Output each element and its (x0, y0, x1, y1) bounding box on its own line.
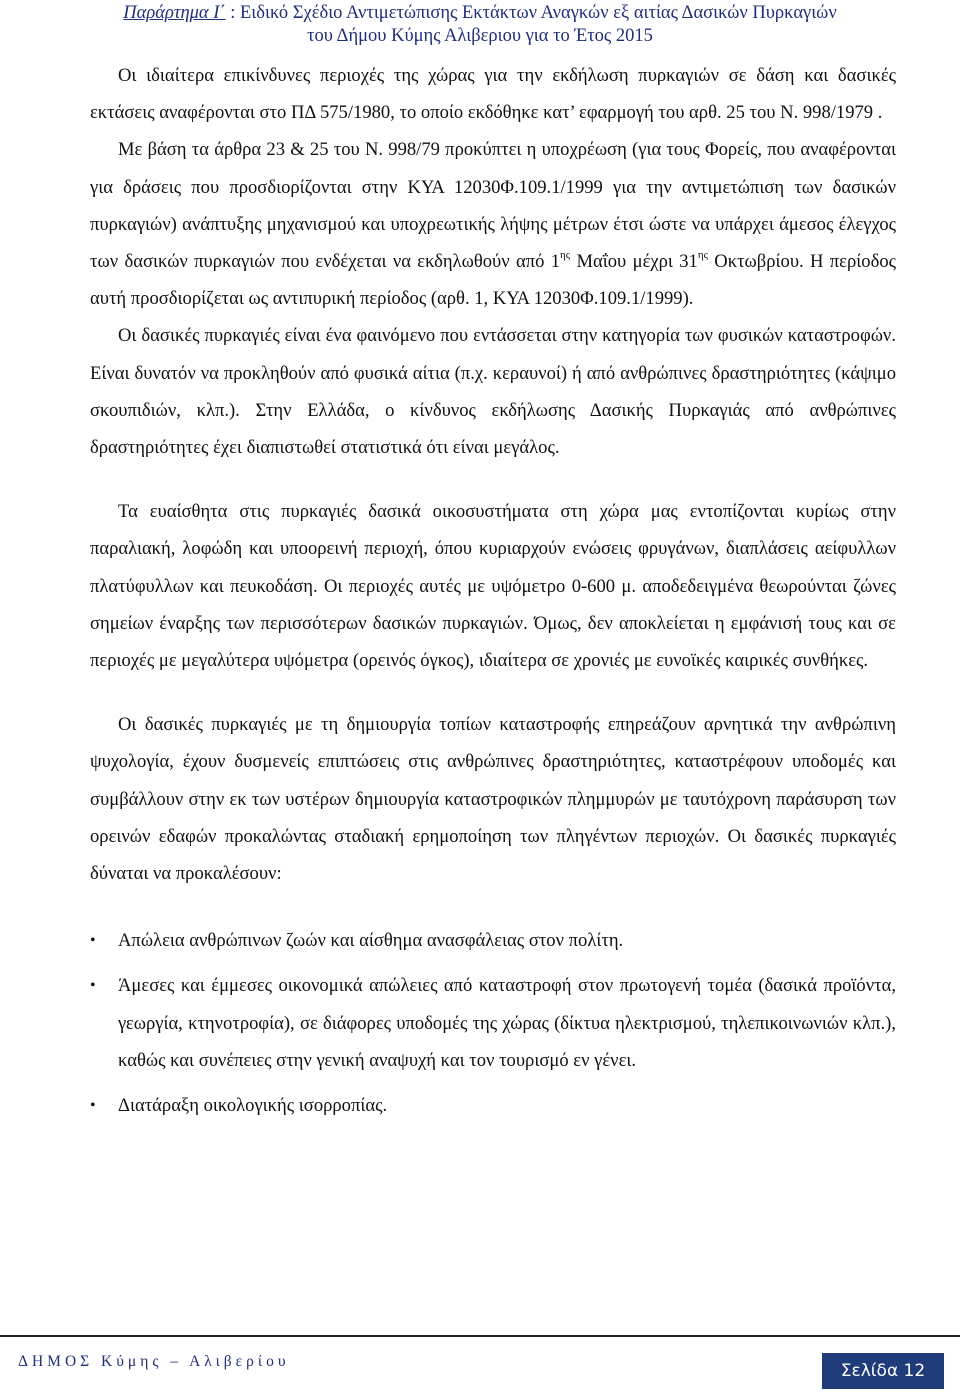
header-title (0, 2, 960, 25)
list-item (90, 1087, 896, 1124)
list-item-text: Άμεσες και έμμεσες οικονομικά απώλειες από καταστροφή στον πρωτογενή τομέα (δασικά προϊόντα, γεωργία, κτηνοτροφία), σε διάφορες υποδομές της χώρας (δίκτυα ηλεκτρισμού, τηλεπικοινωνιών κλπ.), καθώς και συνέπειες στην γενική αναψυχή και τον τουρισμό εν γένει. (118, 975, 896, 1071)
header-title-annex: Παράρτημα Ι΄ (123, 3, 226, 23)
bullet-icon: • (90, 977, 96, 995)
list-item-text: Διατάραξη οικολογικής ισορροπίας. (118, 1095, 388, 1117)
consequences-list (90, 922, 896, 1124)
paragraph-4: Τα ευαίσθητα στις πυρκαγιές δασικά οικοσυστήματα στη χώρα μας εντοπίζονται κυρίως στην παραλιακή, λοφώδη και υποορεινή περιοχή, όπου κυριαρχούν ενώσεις φρυγάνων, διαπλάσεις αείφυλλων πλατύφυλλων και πευκοδάση. Οι περιοχές αυτές με υψόμετρο 0-600 μ. αποδεδειγμένα θεωρούνται ζώνες σημείων έναρξης των περισσότερων δασικών πυρκαγιών. Όμως, δεν αποκλείεται η εμφάνισή τους και σε περιοχές με μεγαλύτερα υψόμετρα (ορεινός όγκος), ιδιαίτερα σε χρονιές με ευνοϊκές καιρικές συνθήκες. (90, 501, 896, 672)
paragraph-2-part-a: Με βάση τα άρθρα 23 & 25 του Ν. 998/79 προκύπτει η υποχρέωση (για τους Φορείς, που αναφέρονται για δράσεις που προσδιορίζονται στην ΚΥΑ 12030Φ.109.1/1999 για την αντιμετώπιση των δασικών πυρκαγιών) ανάπτυξης μηχανισμού και υποχρεωτικής λήψης μέτρων έτσι ώστε να υπάρχει άμεσος έλεγχος των δασικών πυρκαγιών που ενδέχεται να εκδηλωθούν από 1 (90, 139, 896, 273)
list-item (90, 967, 896, 1079)
footer-municipality: ΔΗΜΟΣ Κύμης – Αλιβερίου (18, 1353, 290, 1370)
page-number-badge: Σελίδα 12 (822, 1353, 944, 1389)
header-title-text: : Ειδικό Σχέδιο Αντιμετώπισης Εκτάκτων Αναγκών εξ αιτίας Δασικών Πυρκαγιών (225, 3, 837, 23)
list-item (90, 922, 896, 959)
superscript-2: ης (697, 249, 708, 262)
page-header (0, 2, 960, 48)
page-footer (0, 1337, 960, 1397)
paragraph-2-part-c: Οκτωβρίου. Η περίοδος αυτή προσδιορίζεται ως αντιπυρική περίοδος (αρθ. 1, ΚΥΑ 12030Φ.109.1/1999). (90, 251, 896, 310)
list-item-text: Απώλεια ανθρώπινων ζωών και αίσθημα ανασφάλειας στον πολίτη. (118, 930, 624, 952)
paragraph-2 (90, 131, 896, 317)
document-body (90, 57, 896, 1124)
paragraph-3: Οι δασικές πυρκαγιές είναι ένα φαινόμενο που εντάσσεται στην κατηγορία των φυσικών καταστροφών. Είναι δυνατόν να προκληθούν από φυσικά αίτια (π.χ. κεραυνοί) ή από ανθρώπινες δραστηριότητες (κάψιμο σκουπιδιών, κλπ.). Στην Ελλάδα, ο κίνδυνος εκδήλωσης Δασικής Πυρκαγιάς από ανθρώπινες δραστηριότητες έχει διαπιστωθεί στατιστικά ότι είναι μεγάλος. (90, 325, 896, 459)
superscript-1: ης (560, 249, 571, 262)
paragraph-1: Οι ιδιαίτερα επικίνδυνες περιοχές της χώρας για την εκδήλωση πυρκαγιών σε δάση και δασικές εκτάσεις αναφέρονται στο ΠΔ 575/1980, το οποίο εκδόθηκε κατ’ εφαρμογή του αρθ. 25 του Ν. 998/1979 . (90, 65, 896, 124)
header-subtitle: του Δήμου Κύμης Αλιβεριου για το Έτος 2015 (307, 26, 653, 46)
paragraph-2-part-b: Μαΐου μέχρι 31 (570, 251, 698, 273)
bullet-icon: • (90, 932, 96, 950)
bullet-icon: • (90, 1097, 96, 1115)
paragraph-5: Οι δασικές πυρκαγιές με τη δημιουργία τοπίων καταστροφής επηρεάζουν αρνητικά την ανθρώπινη ψυχολογία, έχουν δυσμενείς επιπτώσεις στις ανθρώπινες δραστηριότητες, καταστρέφουν υποδομές και συμβάλλουν στην εκ των υστέρων δημιουργία καταστροφικών πλημμυρών με ταυτόχρονη παράσυρση των ορεινών εδαφών προκαλώντας σταδιακή ερημοποίηση των πληγέντων περιοχών. Οι δασικές πυρκαγιές δύναται να προκαλέσουν: (90, 714, 896, 885)
